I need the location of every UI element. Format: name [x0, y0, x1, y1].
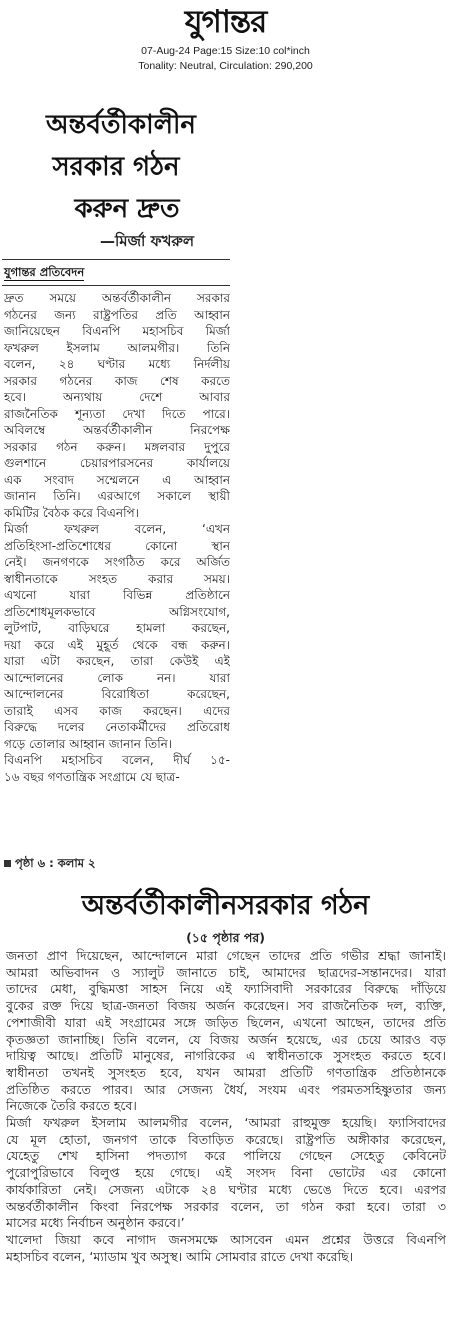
body-text-line: প্রতিষ্ঠিত করতে পারব। আর সেজন্য ধৈর্য, সংযম এবং পরমতসহিষ্ণুতার জন্য — [6, 1081, 446, 1097]
newspaper-logo: যুগান্তর — [184, 4, 267, 40]
body-text-line: মহাসচিব বলেন, ‘ম্যাডাম খুব অসুস্থ। আমি সোমবার রাতে দেখা করেছি। — [6, 1248, 354, 1264]
jump-text: পৃষ্ঠা ৬ : কলাম ২ — [15, 856, 96, 870]
article-clipping-2 — [0, 872, 451, 1317]
body-text-line: যারা এটা করছেন, তারা কেউই এই — [4, 654, 230, 668]
headline-line: সরকার গঠন — [52, 152, 180, 182]
body-text-line: প্রতিশোধমূলকভাবে অগ্নিসংযোগ, — [4, 604, 230, 619]
body-text-line: গড়ে তোলার আহ্বান জানান তিনি। — [4, 736, 173, 751]
body-text-line: নিজেকে তৈরি করতে হবে। — [6, 1098, 137, 1114]
body-text-line: এক সংবাদ সম্মেলনে এ আহ্বান — [4, 472, 230, 487]
body-text-line: আমরা অভিবাদন ও স্যালুট জানাতে চাই, আমাদের ছাত্রদের-সন্তানদের। যারা — [6, 964, 446, 980]
article-headline: অন্তর্বর্তীকালীনসরকার গঠন — [81, 890, 370, 921]
body-text-line: স্বাধীনতাকে সংহত করার সময়। — [4, 571, 230, 586]
body-text-line: আন্দোলনের লোক নন। যারা — [4, 670, 230, 685]
divider — [2, 285, 230, 286]
article-body — [6, 948, 446, 1265]
body-text-line: দয়া করে এই মুহূর্ত থেকে বন্ধ করুন। — [4, 637, 230, 652]
article-headline — [0, 104, 232, 230]
body-text-line: মির্জা ফখরুল ইসলাম আলমগীর বলেন, ‘আমরা রাহুমুক্ত হয়েছি। ফ্যাসিবাদের — [6, 1115, 446, 1131]
body-text-line: সরকার গঠন করুন। মঙ্গলবার দুপুরে — [4, 439, 230, 454]
body-text-line: বিএনপি মহাসচিব বলেন, দীর্ঘ ১৫- — [4, 753, 230, 767]
body-text-line: দ্রুত সময়ে অন্তর্বর্তীকালীন সরকার — [4, 291, 230, 305]
clipping-meta-info: 07-Aug-24 Page:15 Size:10 col*inch — [141, 45, 310, 57]
body-text-line: তাদের মেধা, বুদ্ধিমত্তা সাহস নিয়ে এই ফ্যাসিবাদী সরকারের বিরুদ্ধে দাঁড়িয়ে — [6, 981, 446, 997]
body-text-line: খালেদা জিয়া কবে নাগাদ জনসমক্ষে আসবেন এমন প্রশ্নের উত্তরে বিএনপি — [6, 1231, 446, 1247]
continued-from-label: (১৫ পৃষ্ঠার পর) — [186, 930, 265, 945]
body-text-line: মির্জা ফখরুল বলেন, ‘এখন — [4, 522, 230, 536]
body-text-line: জানান তিনি। এরআগে সকালে স্থায়ী — [4, 489, 230, 503]
body-text-line: গুলশানে চেয়ারপারসনের কার্যালয়ে — [4, 456, 230, 470]
body-text-line: হবে। অন্যথায় দেশে আবার — [4, 390, 230, 404]
body-text-line: ফখরুল ইসলাম আলমগীর। তিনি — [4, 340, 230, 355]
body-text-line: স্বাধীনতা তখনই সুসংহত হবে, যখন আমরা প্রতিটি গণতান্ত্রিক প্রতিষ্ঠানকে — [6, 1064, 446, 1080]
body-text-line: জনতা প্রাণ দিয়েছেন, আন্দোলনে মারা গেছেন তাদের প্রতি গভীর শ্রদ্ধা জানাই। — [6, 948, 446, 963]
body-text-line: অবিলম্বে অন্তর্বর্তীকালীন নিরপেক্ষ — [4, 423, 230, 437]
headline-line: অন্তর্বর্তীকালীন — [46, 110, 196, 140]
headline-line: করুন দ্রুত — [74, 194, 180, 224]
body-text-line: দায়িত্ব আছে। প্রতিটি মানুষের, নাগরিকের এ স্বাধীনতাকে সুসংহত করতে হবে। — [6, 1048, 446, 1064]
body-text-line: প্রতিহিংসা-প্রতিশোধের কোনো স্থান — [4, 538, 230, 553]
article-byline: —মির্জা ফখরুল — [100, 232, 195, 250]
body-text-line: যেহেতু শেখ হাসিনা পদত্যাগ করে পালিয়ে গেছেন সেহেতু কেবিনেট — [6, 1148, 446, 1164]
body-text-line: মাসের মধ্যে নির্বাচন অনুষ্ঠান করবে।’ — [6, 1215, 185, 1231]
body-text-line: অন্তর্বর্তীকালীন কিংবা নিরপেক্ষ সরকার বলেন, তা গঠন করা হবে। তারা ৩ — [6, 1198, 446, 1214]
article-clipping-1 — [0, 82, 232, 872]
body-text-line: তারাই এসব কাজ করছেন। এদের — [4, 703, 230, 718]
masthead — [0, 2, 451, 42]
body-text-line: পেশাজীবী যারা এই সংগ্রামের সঙ্গে জড়িত ছিলেন, এখনো আছেন, তাদের প্রতি — [6, 1014, 446, 1030]
reporter-credit: যুগান্তর প্রতিবেদন — [4, 265, 85, 279]
body-text-line: বিরুদ্ধে দলের নেতাকর্মীদের প্রতিরোধ — [4, 720, 230, 734]
divider — [2, 259, 230, 260]
body-text-line: নেই। জনগণকে সংগঠিত করে অর্জিত — [4, 555, 230, 569]
body-text-line: এখনো যারা বিভিন্ন প্রতিষ্ঠানে — [4, 588, 230, 602]
body-text-line: ১৬ বছর গণতান্ত্রিক সংগ্রামে যে ছাত্র- — [4, 769, 180, 784]
body-text-line: কার্যকারিতা নেই। সেজন্য এটাকে ২৪ ঘণ্টার মধ্যে ভেঙে দিতে হবে। এরপর — [6, 1181, 446, 1197]
body-text-line: জানিয়েছেন বিএনপি মহাসচিব মির্জা — [4, 324, 230, 338]
body-text-line: বুকের রক্ত দিয়ে ছাত্র-জনতা বিজয় অর্জন করেছেন। সব রাজনৈতিক দল, ব্যক্তি, — [6, 998, 446, 1014]
body-text-line: গঠনের জন্য রাষ্ট্রপতির প্রতি আহ্বান — [4, 307, 230, 322]
body-text-line: আন্দোলনের বিরোধিতা করেছেন, — [4, 687, 230, 701]
clipping-tonality-info: Tonality: Neutral, Circulation: 290,200 — [138, 60, 313, 72]
body-text-line: বলেন, ২৪ ঘণ্টার মধ্যে নির্দলীয় — [4, 357, 230, 371]
body-text-line: যে মূল হোতা, জনগণ তাকে বিতাড়িত করেছে। রাষ্ট্রপতি অঙ্গীকার করেছেন, — [6, 1131, 446, 1147]
body-text-line: সরকার গঠনের কাজ শেষ করতে — [4, 373, 230, 388]
body-text-line: পুরোপুরিভাবে বিলুপ্ত হয়ে গেছে। এই সংসদ বিনা ভোটের এর কোনো — [6, 1165, 446, 1181]
body-text-line: রাজনৈতিক শূন্যতা দেখা দিতে পারে। — [4, 406, 230, 421]
body-text-line: কমিটির বৈঠক করে বিএনপি। — [4, 505, 139, 520]
body-text-line: কৃতজ্ঞতা জানাচ্ছি। তিনি বলেন, যে বিজয় অর্জন হয়েছে, এর চেয়ে আরও বড় — [6, 1031, 446, 1047]
article-body — [4, 290, 230, 785]
body-text-line: লুটপাট, বাড়িঘরে হামলা করছেন, — [4, 621, 230, 635]
square-bullet-icon — [4, 860, 11, 867]
